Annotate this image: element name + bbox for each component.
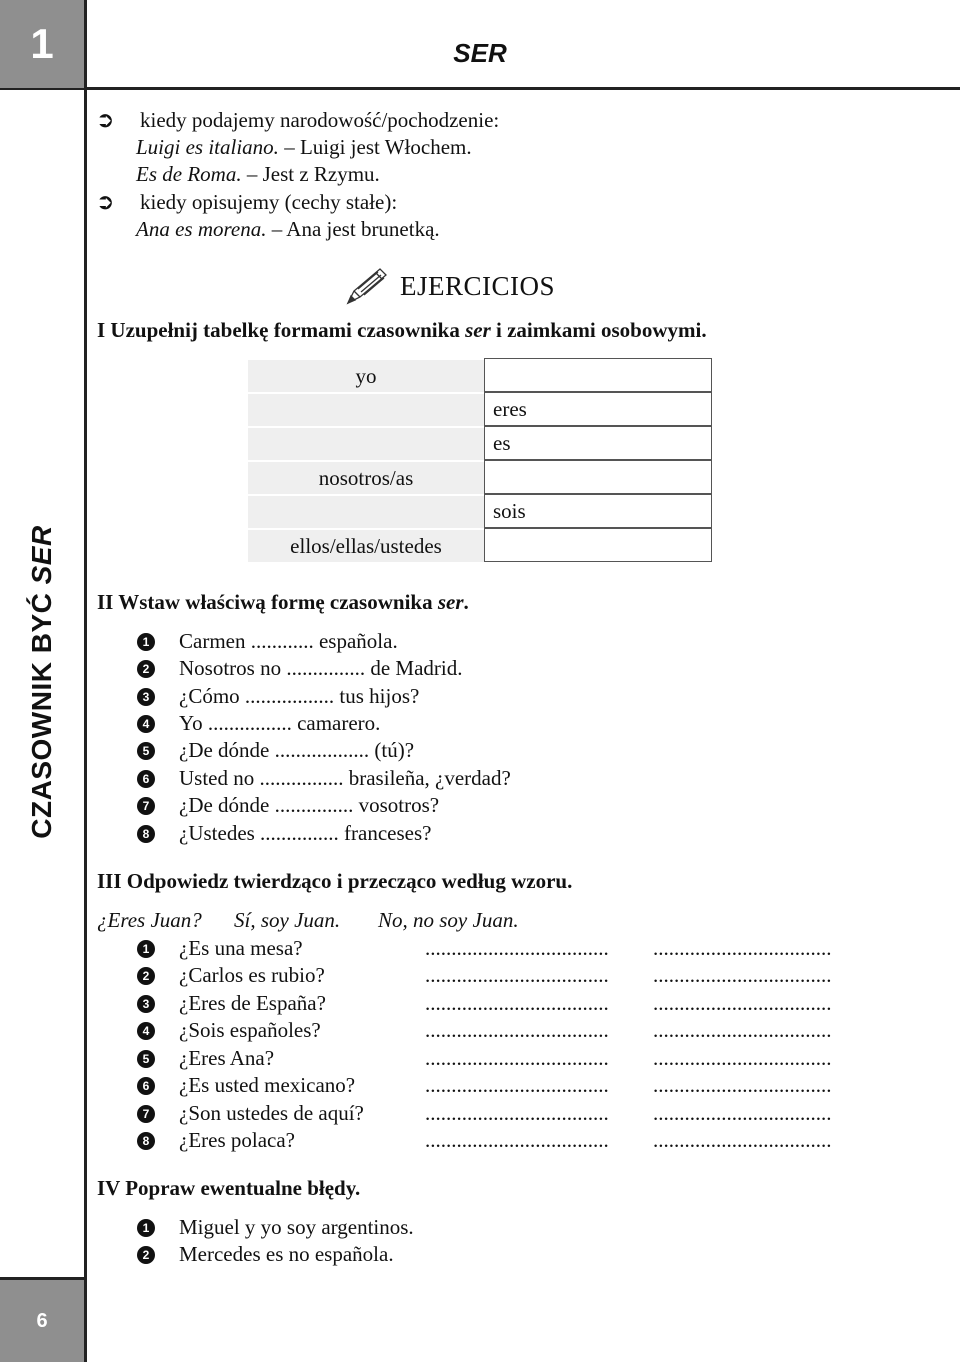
answer-blank-affirmative[interactable]: ...................................	[425, 936, 609, 960]
exercise-4-heading: IV Popraw ewentualne błędy.	[97, 1176, 361, 1200]
answer-blank-negative[interactable]: ..................................	[653, 936, 832, 960]
table-row	[248, 358, 712, 392]
table-row	[248, 494, 712, 528]
answer-blank-negative[interactable]: ..................................	[653, 1101, 832, 1125]
table-row	[248, 528, 712, 562]
usage-example	[136, 135, 472, 160]
heading-verb: ser	[437, 590, 464, 614]
answer-blank-negative[interactable]: ..................................	[653, 1018, 832, 1042]
item-number-icon: 7	[137, 797, 155, 815]
pronoun-cell: ellos/ellas/ustedes	[248, 528, 484, 562]
question-text: ¿Eres de España?	[179, 991, 326, 1015]
pronoun-cell: yo	[248, 358, 484, 392]
answer-blank-affirmative[interactable]: ...................................	[425, 1018, 609, 1042]
item-number-icon: 4	[137, 1022, 155, 1040]
example-polish: – Ana jest brunetką.	[266, 217, 440, 241]
form-cell[interactable]	[484, 460, 712, 494]
conjugation-table	[248, 358, 712, 562]
question-text: ¿Es una mesa?	[179, 936, 303, 960]
form-cell[interactable]	[484, 358, 712, 392]
heading-text: II Wstaw właściwą formę czasownika	[97, 590, 438, 614]
form-cell[interactable]	[484, 528, 712, 562]
header-rule	[84, 87, 960, 90]
item-number-icon: 5	[137, 742, 155, 760]
exercise-2-heading	[97, 590, 469, 615]
example-spanish: Luigi es italiano.	[136, 135, 279, 159]
list-item[interactable]: Carmen ............ española.	[179, 629, 398, 653]
divider	[0, 88, 84, 90]
item-number-icon: 4	[137, 715, 155, 733]
item-number-icon: 1	[137, 633, 155, 651]
list-item[interactable]: ¿De dónde .................. (tú)?	[179, 738, 415, 762]
answer-blank-negative[interactable]: ..................................	[653, 963, 832, 987]
item-number-icon: 2	[137, 660, 155, 678]
usage-rule: kiedy opisujemy (cechy stałe):	[140, 190, 398, 214]
item-number-icon: 3	[137, 995, 155, 1013]
question-text: ¿Eres Ana?	[179, 1046, 275, 1070]
question-text: ¿Carlos es rubio?	[179, 963, 325, 987]
item-number-icon: 1	[137, 1219, 155, 1237]
form-cell: sois	[484, 494, 712, 528]
item-number-icon: 6	[137, 770, 155, 788]
item-number-icon: 2	[137, 1246, 155, 1264]
section-side-title	[26, 525, 58, 838]
answer-blank-affirmative[interactable]: ...................................	[425, 963, 609, 987]
example-spanish: Es de Roma.	[136, 162, 242, 186]
answer-blank-negative[interactable]: ..................................	[653, 1073, 832, 1097]
question-text: ¿Sois españoles?	[179, 1018, 321, 1042]
exercises-header	[344, 264, 555, 308]
heading-text: I Uzupełnij tabelkę formami czasownika	[97, 318, 466, 342]
question-text: ¿Son ustedes de aquí?	[179, 1101, 364, 1125]
question-text: ¿Es usted mexicano?	[179, 1073, 356, 1097]
example-spanish: Ana es morena.	[136, 217, 267, 241]
item-number-icon: 7	[137, 1105, 155, 1123]
heading-text: i zaimkami osobowymi.	[490, 318, 707, 342]
arrow-bullet-icon: ➲	[96, 108, 115, 133]
answer-blank-affirmative[interactable]: ...................................	[425, 1128, 609, 1152]
item-number-icon: 3	[137, 688, 155, 706]
page-title: SER	[453, 38, 507, 68]
item-number-icon: 8	[137, 1132, 155, 1150]
arrow-bullet-icon: ➲	[96, 190, 115, 215]
answer-blank-affirmative[interactable]: ...................................	[425, 991, 609, 1015]
pencil-icon	[344, 265, 390, 307]
list-item[interactable]: ¿Cómo ................. tus hijos?	[179, 684, 420, 708]
item-number-icon: 5	[137, 1050, 155, 1068]
heading-text: .	[463, 590, 469, 614]
form-cell: eres	[484, 392, 712, 426]
chapter-number: 1	[0, 0, 84, 88]
answer-blank-affirmative[interactable]: ...................................	[425, 1046, 609, 1070]
table-row	[248, 460, 712, 494]
answer-blank-negative[interactable]: ..................................	[653, 991, 832, 1015]
exercise-3-heading: III Odpowiedz twierdząco i przecząco według wzoru.	[97, 869, 573, 893]
page-number: 6	[0, 1280, 84, 1362]
table-row	[248, 392, 712, 426]
list-item[interactable]: Mercedes es no española.	[179, 1242, 394, 1266]
model-negative: No, no soy Juan.	[378, 908, 519, 932]
usage-example	[136, 162, 380, 187]
margin-rule	[84, 0, 87, 1362]
list-item[interactable]: ¿Ustedes ............... franceses?	[179, 821, 432, 845]
exercises-title: EJERCICIOS	[400, 270, 556, 301]
model-affirmative: Sí, soy Juan.	[234, 908, 341, 932]
answer-blank-negative[interactable]: ..................................	[653, 1128, 832, 1152]
list-item[interactable]: Nosotros no ............... de Madrid.	[179, 656, 463, 680]
side-title-text: CZASOWNIK BYĆ	[26, 584, 57, 839]
usage-example	[136, 217, 440, 242]
pronoun-cell[interactable]	[248, 494, 484, 528]
heading-verb: ser	[465, 318, 491, 342]
item-number-icon: 2	[137, 967, 155, 985]
exercise-1-heading	[97, 318, 707, 343]
pronoun-cell[interactable]	[248, 392, 484, 426]
usage-rule: kiedy podajemy narodowość/pochodzenie:	[140, 108, 500, 132]
list-item[interactable]: ¿De dónde ............... vosotros?	[179, 793, 440, 817]
list-item[interactable]: Miguel y yo soy argentinos.	[179, 1215, 414, 1239]
example-polish: – Jest z Rzymu.	[241, 162, 380, 186]
list-item[interactable]: Usted no ................ brasileña, ¿verdad?	[179, 766, 511, 790]
item-number-icon: 8	[137, 825, 155, 843]
pronoun-cell[interactable]	[248, 426, 484, 460]
pronoun-cell: nosotros/as	[248, 460, 484, 494]
table-row	[248, 426, 712, 460]
answer-blank-affirmative[interactable]: ...................................	[425, 1101, 609, 1125]
form-cell: es	[484, 426, 712, 460]
model-question: ¿Eres Juan?	[97, 908, 202, 932]
example-polish: – Luigi jest Włochem.	[278, 135, 472, 159]
item-number-icon: 6	[137, 1077, 155, 1095]
list-item[interactable]: Yo ................ camarero.	[179, 711, 381, 735]
side-title-verb: SER	[26, 525, 57, 585]
item-number-icon: 1	[137, 940, 155, 958]
answer-blank-negative[interactable]: ..................................	[653, 1046, 832, 1070]
answer-blank-affirmative[interactable]: ...................................	[425, 1073, 609, 1097]
question-text: ¿Eres polaca?	[179, 1128, 296, 1152]
